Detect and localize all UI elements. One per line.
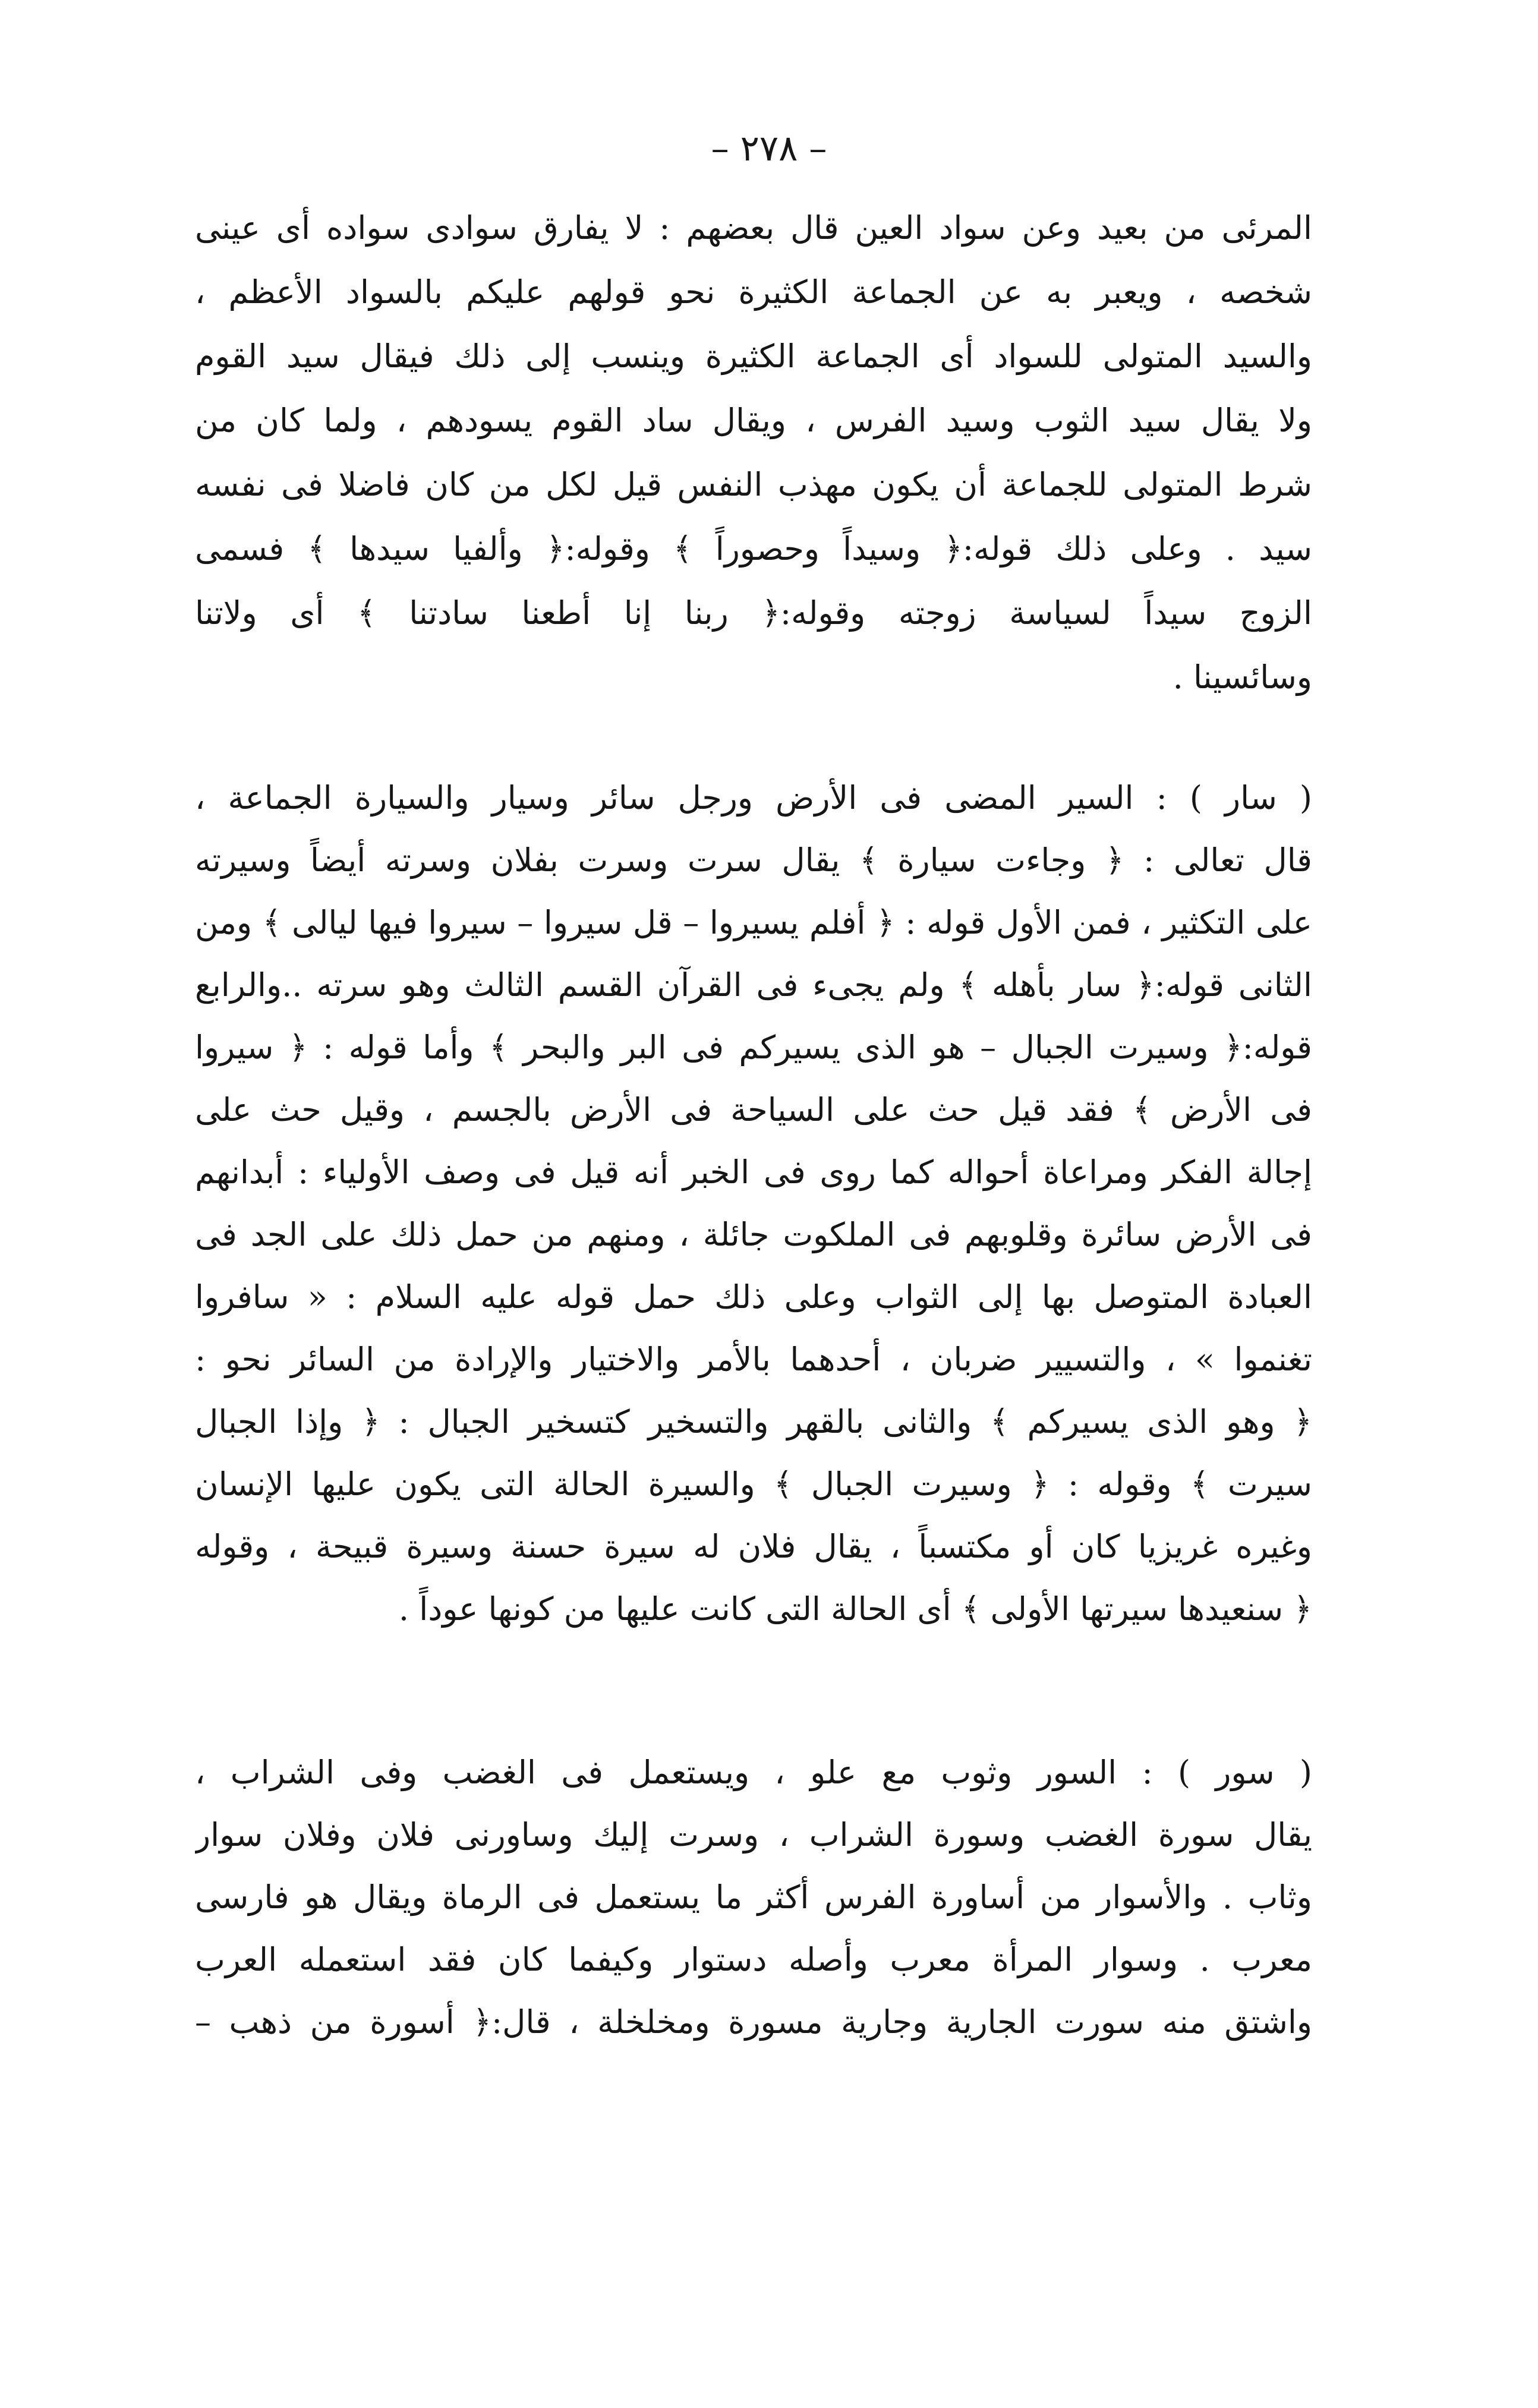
text-line: سيد . وعلى ذلك قوله:﴿ وسيداً وحصوراً ﴾ وقوله:﴿ وألفيا سيدها ﴾ فسمى — [195, 530, 1312, 568]
text-line: واشتق منه سورت الجارية وجارية مسورة ومخلخلة ، قال:﴿ أسورة من ذهب – — [195, 2003, 1312, 2041]
text-line: ( سار ) : السير المضى فى الأرض ورجل سائر وسيار والسيارة الجماعة ، — [195, 779, 1312, 817]
text-line: قال تعالى : ﴿ وجاءت سيارة ﴾ يقال سرت وسرت بفلان وسرته أيضاً وسيرته — [195, 841, 1312, 879]
text-line: فى الأرض سائرة وقلوبهم فى الملكوت جائلة ، ومنهم من حمل ذلك على الجد فى — [195, 1216, 1312, 1253]
text-line: المرئى من بعيد وعن سواد العين قال بعضهم : لا يفارق سوادى سواده أى عينى — [195, 209, 1312, 247]
text-line: سيرت ﴾ وقوله : ﴿ وسيرت الجبال ﴾ والسيرة الحالة التى يكون عليها الإنسان — [195, 1465, 1312, 1503]
text-line: العبادة المتوصل بها إلى الثواب وعلى ذلك حمل قوله عليه السلام : « سافروا — [195, 1278, 1312, 1316]
text-line: وسائسينا . — [1173, 658, 1312, 696]
paragraph-sur — [195, 1741, 1312, 2053]
text-line: إجالة الفكر ومراعاة أحواله كما روى فى الخبر أنه قيل فى وصف الأولياء : أبدانهم — [195, 1153, 1312, 1191]
text-line: على التكثير ، فمن الأول قوله : ﴿ أفلم يسيروا – قل سيروا – سيروا فيها ليالى ﴾ ومن — [195, 904, 1312, 941]
text-line: يقال سورة الغضب وسورة الشراب ، وسرت إليك وساورنى فلان وفلان سوار — [195, 1816, 1312, 1854]
paragraph-continuation — [195, 196, 1312, 710]
text-line: وغيره غريزيا كان أو مكتسباً ، يقال فلان له سيرة حسنة وسيرة قبيحة ، وقوله — [195, 1528, 1312, 1565]
text-line: ﴿ سنعيدها سيرتها الأولى ﴾ أى الحالة التى كانت عليها من كونها عوداً . — [398, 1590, 1312, 1628]
text-line: وثاب . والأسوار من أساورة الفرس أكثر ما يستعمل فى الرماة ويقال هو فارسى — [195, 1879, 1312, 1916]
text-line: ولا يقال سيد الثوب وسيد الفرس ، ويقال ساد القوم يسودهم ، ولما كان من — [195, 402, 1312, 439]
text-line: معرب . وسوار المرأة معرب وأصله دستوار وكيفما كان فقد استعمله العرب — [195, 1941, 1312, 1978]
page-number: – ٢٧٨ – — [711, 128, 827, 169]
text-line: ﴿ وهو الذى يسيركم ﴾ والثانى بالقهر والتسخير كتسخير الجبال : ﴿ وإذا الجبال — [195, 1403, 1312, 1441]
text-line: شرط المتولى للجماعة أن يكون مهذب النفس قيل لكل من كان فاضلا فى نفسه — [195, 466, 1312, 503]
text-line: شخصه ، ويعبر به عن الجماعة الكثيرة نحو قولهم عليكم بالسواد الأعظم ، — [195, 273, 1312, 311]
paragraph-sar — [195, 767, 1312, 1640]
text-line: ( سور ) : السور وثوب مع علو ، ويستعمل فى الغضب وفى الشراب ، — [195, 1754, 1312, 1791]
text-line: تغنموا » ، والتسيير ضربان ، أحدهما بالأمر والاختيار والإرادة من السائر نحو : — [195, 1341, 1312, 1378]
text-line: والسيد المتولى للسواد أى الجماعة الكثيرة وينسب إلى ذلك فيقال سيد القوم — [195, 338, 1312, 375]
text-line: قوله:﴿ وسيرت الجبال – هو الذى يسيركم فى البر والبحر ﴾ وأما قوله : ﴿ سيروا — [195, 1029, 1312, 1066]
text-line: الزوج سيداً لسياسة زوجته وقوله:﴿ ربنا إنا أطعنا سادتنا ﴾ أى ولاتنا — [195, 594, 1312, 632]
text-line: فى الأرض ﴾ فقد قيل حث على السياحة فى الأرض بالجسم ، وقيل حث على — [195, 1091, 1312, 1129]
text-line: الثانى قوله:﴿ سار بأهله ﴾ ولم يجىء فى القرآن القسم الثالث وهو سرته ..والرابع — [195, 966, 1312, 1004]
